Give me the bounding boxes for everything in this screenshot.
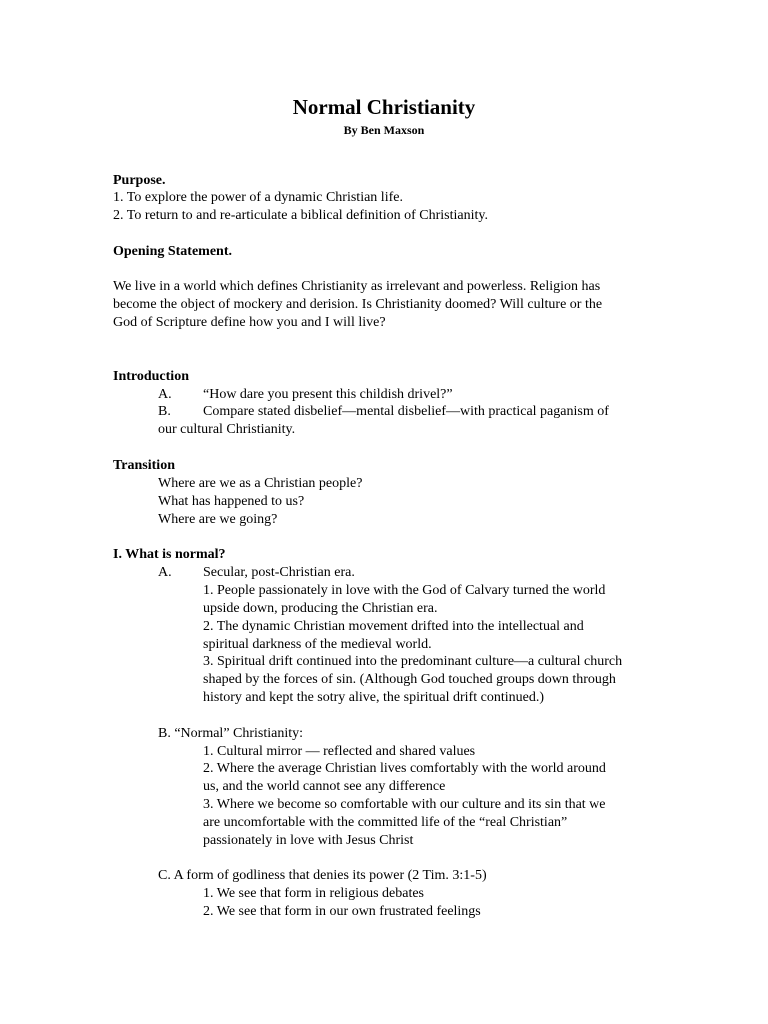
point-line: 1. People passionately in love with the God of Calvary turned the world	[203, 583, 606, 598]
point-line: 3. Spiritual drift continued into the predominant culture—a cultural church	[203, 654, 623, 669]
opening-line: God of Scripture define how you and I will live?	[113, 315, 386, 330]
subsection-label: B. “Normal” Christianity:	[158, 726, 304, 741]
transition-line: Where are we as a Christian people?	[158, 476, 363, 491]
purpose-item: 1. To explore the power of a dynamic Christian life.	[113, 190, 403, 205]
list-item: Compare stated disbelief—mental disbelief—with practical paganism of	[203, 404, 609, 419]
document-title: Normal Christianity	[292, 95, 476, 119]
point-line: spiritual darkness of the medieval world.	[203, 637, 432, 652]
section-heading: I. What is normal?	[113, 547, 226, 562]
list-item: “How dare you present this childish drivel?”	[203, 387, 453, 402]
opening-heading: Opening Statement.	[113, 244, 232, 259]
point-line: 2. The dynamic Christian movement drifted into the intellectual and	[203, 619, 584, 634]
list-marker: B.	[158, 404, 171, 419]
subsection-label: Secular, post-Christian era.	[203, 565, 355, 580]
transition-line: What has happened to us?	[158, 494, 305, 509]
purpose-heading: Purpose.	[113, 173, 166, 188]
point-line: 1. Cultural mirror — reflected and shared values	[203, 744, 476, 759]
point-line: history and kept the sotry alive, the spiritual drift continued.)	[203, 690, 544, 705]
transition-line: Where are we going?	[158, 512, 278, 527]
point-line: upside down, producing the Christian era.	[203, 601, 438, 616]
list-marker: A.	[158, 387, 172, 402]
point-line: are uncomfortable with the committed life of the “real Christian”	[203, 815, 568, 830]
opening-line: become the object of mockery and derision. Is Christianity doomed? Will culture or the	[113, 297, 603, 312]
document-author: By Ben Maxson	[343, 123, 425, 137]
point-line: 2. We see that form in our own frustrated feelings	[203, 904, 481, 919]
transition-heading: Transition	[113, 458, 175, 473]
point-line: 3. Where we become so comfortable with our culture and its sin that we	[203, 797, 606, 812]
point-line: us, and the world cannot see any difference	[203, 779, 446, 794]
point-line: 2. Where the average Christian lives comfortably with the world around	[203, 761, 606, 776]
list-item: our cultural Christianity.	[158, 422, 296, 437]
subsection-label: C. A form of godliness that denies its power (2 Tim. 3:1-5)	[158, 868, 487, 883]
point-line: 1. We see that form in religious debates	[203, 886, 424, 901]
point-line: passionately in love with Jesus Christ	[203, 833, 414, 848]
opening-line: We live in a world which defines Christianity as irrelevant and powerless. Religion has	[113, 279, 601, 294]
purpose-item: 2. To return to and re-articulate a biblical definition of Christianity.	[113, 208, 488, 223]
list-marker: A.	[158, 565, 172, 580]
point-line: shaped by the forces of sin. (Although God touched groups down through	[203, 672, 616, 687]
introduction-heading: Introduction	[113, 369, 189, 384]
